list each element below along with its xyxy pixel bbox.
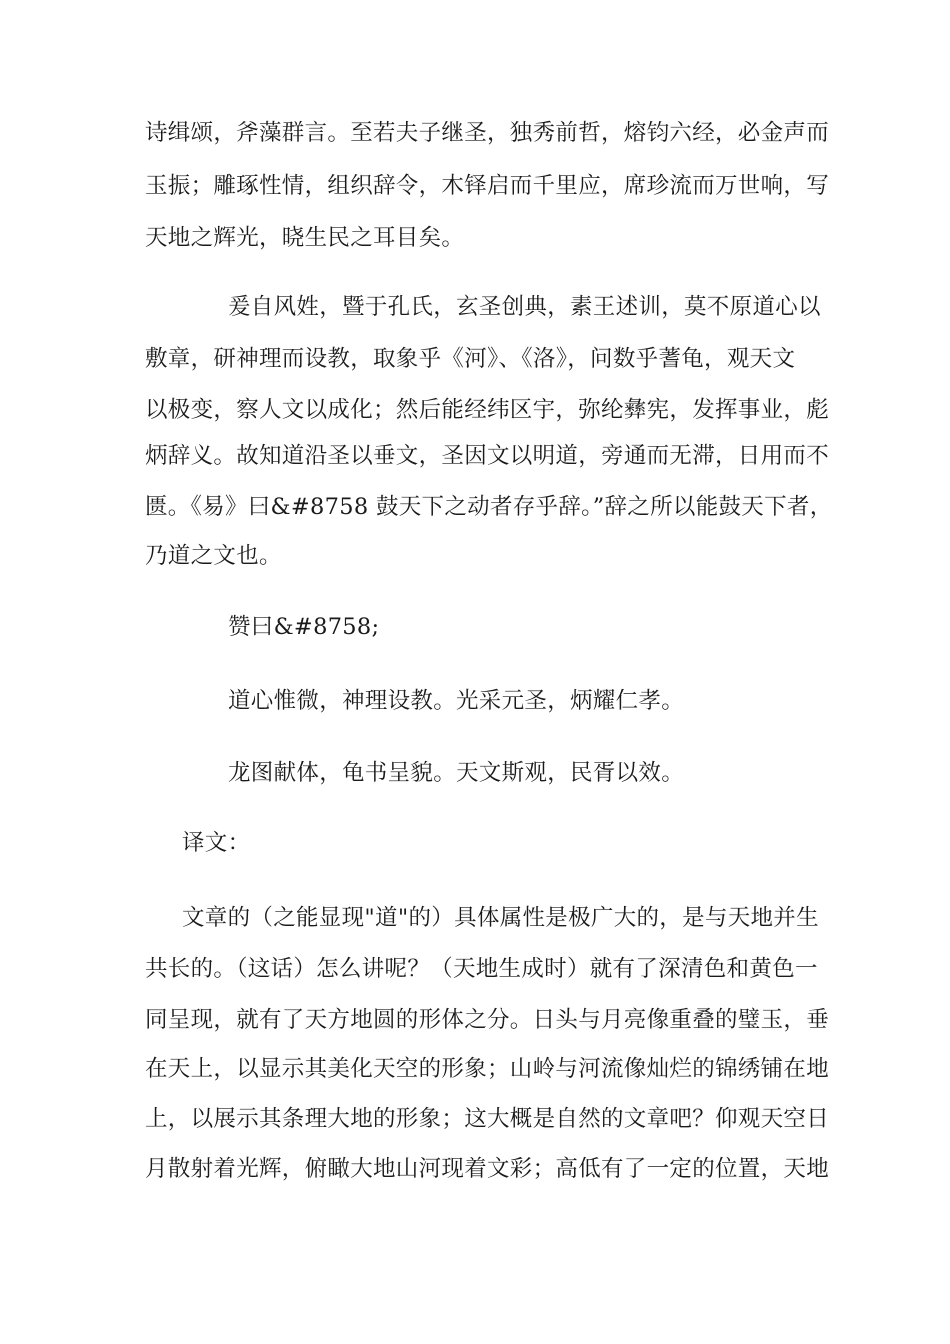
paragraph-2-line-4: 炳辞义。故知道沿圣以垂文，圣因文以明道，旁通而无滞，日用而不 (145, 443, 830, 469)
paragraph-1-line-1: 诗缉颂，斧藻群言。至若夫子继圣，独秀前哲，熔钧六经，必金声而 (145, 120, 830, 146)
translation-line-3: 同呈现，就有了天方地圆的形体之分。日头与月亮像重叠的璧玉，垂 (145, 1007, 830, 1033)
translation-line-4: 在天上，以显示其美化天空的形象；山岭与河流像灿烂的锦绣铺在地 (145, 1056, 830, 1082)
paragraph-2-line-5: 匮。《易》曰&#8758 鼓天下之动者存乎辞。”辞之所以能鼓天下者， (145, 494, 833, 520)
zan-line-2: 龙图献体，龟书呈貌。天文斯观，民胥以效。 (228, 760, 685, 786)
translation-heading: 译文： (182, 830, 251, 856)
paragraph-2-line-1: 爰自风姓，暨于孔氏，玄圣创典，素王述训，莫不原道心以 (228, 294, 821, 320)
translation-line-1: 文章的（之能显现"道"的）具体属性是极广大的，是与天地并生 (182, 905, 819, 931)
paragraph-2-line-3: 以极变，察人文以成化；然后能经纬区宇，弥纶彝宪，发挥事业，彪 (145, 397, 830, 423)
paragraph-1-line-2: 玉振；雕琢性情，组织辞令，木铎启而千里应，席珍流而万世响，写 (145, 173, 830, 199)
paragraph-2-line-2: 敷章，研神理而设教，取象乎《河》、《洛》，问数乎蓍龟，观天文 (145, 346, 796, 372)
paragraph-1-line-3: 天地之辉光，晓生民之耳目矣。 (145, 225, 465, 251)
zan-line-1: 道心惟微，神理设教。光采元圣，炳耀仁孝。 (228, 688, 685, 714)
translation-line-6: 月散射着光辉，俯瞰大地山河现着文彩；高低有了一定的位置，天地 (145, 1156, 830, 1182)
translation-line-5: 上，以展示其条理大地的形象；这大概是自然的文章吧？仰观天空日 (145, 1106, 830, 1132)
zan-heading: 赞曰&#8758; (228, 614, 380, 640)
paragraph-2-line-6: 乃道之文也。 (145, 543, 282, 569)
translation-line-2: 共长的。（这话）怎么讲呢？（天地生成时）就有了深清色和黄色一 (145, 956, 818, 982)
